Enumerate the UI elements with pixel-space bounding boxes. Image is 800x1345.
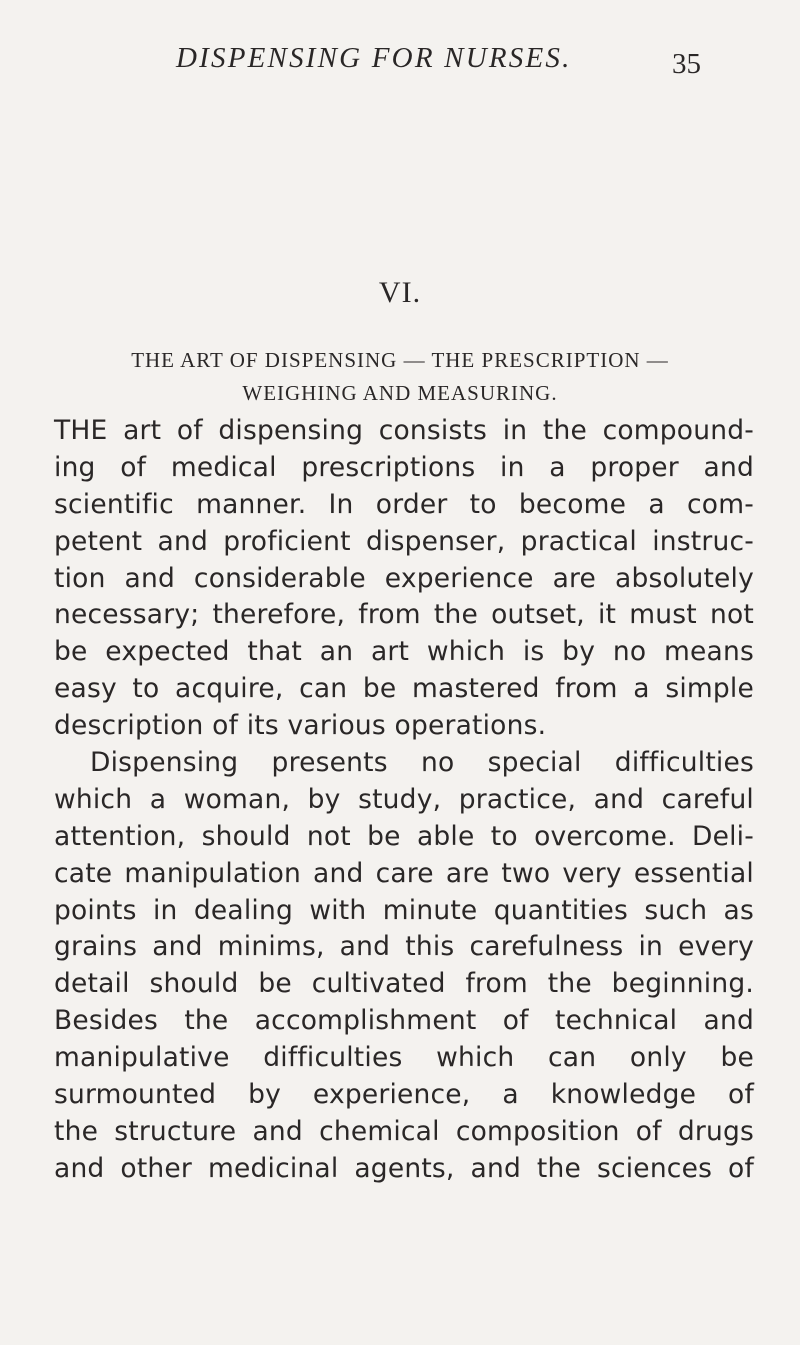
- chapter-number: VI.: [378, 276, 422, 309]
- text-line: cate manipulation and care are two very essential: [54, 857, 754, 889]
- chapter-subtitle-line: THE ART OF DISPENSING — THE PRESCRIPTION —: [131, 348, 669, 372]
- text-line: surmounted by experience, a knowledge of: [54, 1079, 754, 1111]
- text-line: and other medicinal agents, and the sciences of: [54, 1152, 754, 1184]
- page-number: 35: [672, 48, 701, 80]
- text-line: points in dealing with minute quantities such as: [54, 894, 754, 926]
- chapter-subtitle-line: WEIGHING AND MEASURING.: [242, 381, 558, 405]
- text-line: detail should be cultivated from the beginning.: [54, 968, 754, 1000]
- text-line: scientific manner. In order to become a com-: [54, 488, 754, 520]
- running-head: [0, 42, 800, 86]
- body-text: [54, 413, 754, 1188]
- text-line: the structure and chemical composition of drugs: [54, 1115, 754, 1147]
- text-line: description of its various operations.: [54, 710, 547, 742]
- text-line: petent and proficient dispenser, practical instruc-: [54, 525, 754, 557]
- text-line: Dispensing presents no special difficulties: [90, 747, 754, 779]
- text-line: tion and considerable experience are absolutely: [54, 562, 754, 594]
- text-line: attention, should not be able to overcome. Deli-: [54, 820, 754, 852]
- text-line: Besides the accomplishment of technical and: [54, 1005, 754, 1037]
- text-line: grains and minims, and this carefulness in every: [54, 931, 754, 963]
- text-line: be expected that an art which is by no means: [54, 636, 754, 668]
- text-line: manipulative difficulties which can only be: [54, 1042, 754, 1074]
- running-title: DISPENSING FOR NURSES.: [176, 42, 572, 74]
- text-line: easy to acquire, can be mastered from a simple: [54, 673, 754, 705]
- chapter-subtitle: [0, 344, 800, 410]
- text-line: ing of medical prescriptions in a proper and: [54, 451, 754, 483]
- text-line: which a woman, by study, practice, and careful: [54, 783, 754, 815]
- text-line: necessary; therefore, from the outset, it must not: [54, 599, 754, 631]
- text-line: THE art of dispensing consists in the compound-: [54, 415, 754, 446]
